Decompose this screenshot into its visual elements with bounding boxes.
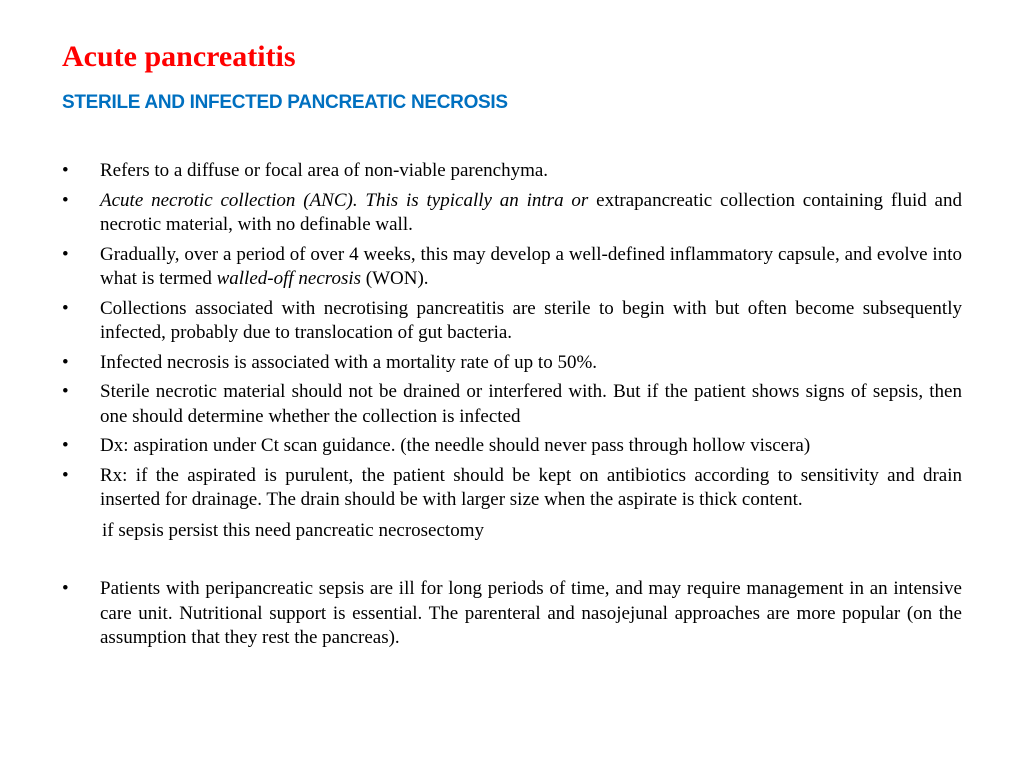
bullet-icon: • [62, 297, 69, 319]
slide-subtitle: STERILE AND INFECTED PANCREATIC NECROSIS [62, 92, 508, 113]
list-item-text: (WON). [361, 268, 429, 289]
list-item [62, 243, 962, 292]
list-item [62, 159, 962, 184]
list-item-text: Infected necrosis is associated with a mortality rate of up to 50%. [100, 351, 598, 373]
list-item [62, 577, 962, 651]
bullet-icon: • [62, 381, 69, 402]
list-item-text: Rx: if the aspirated is purulent, the patient should be kept on antibiotics according to sensitivity and drain inserted for drainage. The drain should be with larger size when the aspirate is thick content. [100, 464, 962, 510]
bullet-icon: • [62, 189, 69, 211]
bullet-icon: • [62, 243, 69, 265]
slide-title: Acute pancreatitis [62, 40, 296, 73]
list-item-text: Refers to a diffuse or focal area of non-viable parenchyma. [100, 160, 549, 181]
list-item-text: Gradually, over a period of over 4 weeks, this may develop a well-defined inflammatory capsule, and evolve into what is termed [100, 243, 962, 289]
list-item [62, 351, 962, 376]
list-item-text: Acute necrotic collection (ANC). This is typically an intra or [100, 189, 589, 211]
list-item [62, 434, 962, 459]
list-item [62, 297, 962, 346]
bullet-icon: • [62, 351, 69, 373]
bullet-list [62, 159, 962, 656]
bullet-icon: • [62, 160, 69, 181]
list-item-text: extrapancreatic collection containing fluid and necrotic material, with no definable wall. [100, 189, 962, 235]
list-item [62, 464, 962, 513]
list-item-text: Sterile necrotic material should not be drained or interfered with. But if the patient shows signs of sepsis, then one should determine whether the collection is infected [100, 381, 962, 427]
list-item-text: Patients with peripancreatic sepsis are ill for long periods of time, and may require management in an intensive care unit. Nutritional support is essential. The parenteral and nasojejunal approaches are more popular (on the assumption that they rest the pancreas). [100, 578, 962, 648]
list-item-text: Collections associated with necrotising pancreatitis are sterile to begin with but often become subsequently infected, probably due to translocation of gut bacteria. [100, 297, 962, 343]
bullet-icon: • [62, 464, 69, 486]
note-text: if sepsis persist this need pancreatic necrosectomy [102, 519, 484, 541]
bullet-icon: • [62, 578, 69, 599]
list-item [62, 189, 962, 238]
list-item-text: Dx: aspiration under Ct scan guidance. (the needle should never pass through hollow viscera) [100, 435, 811, 456]
bullet-icon: • [62, 435, 69, 456]
list-item [62, 380, 962, 429]
list-item-text: walled-off necrosis [216, 268, 362, 289]
